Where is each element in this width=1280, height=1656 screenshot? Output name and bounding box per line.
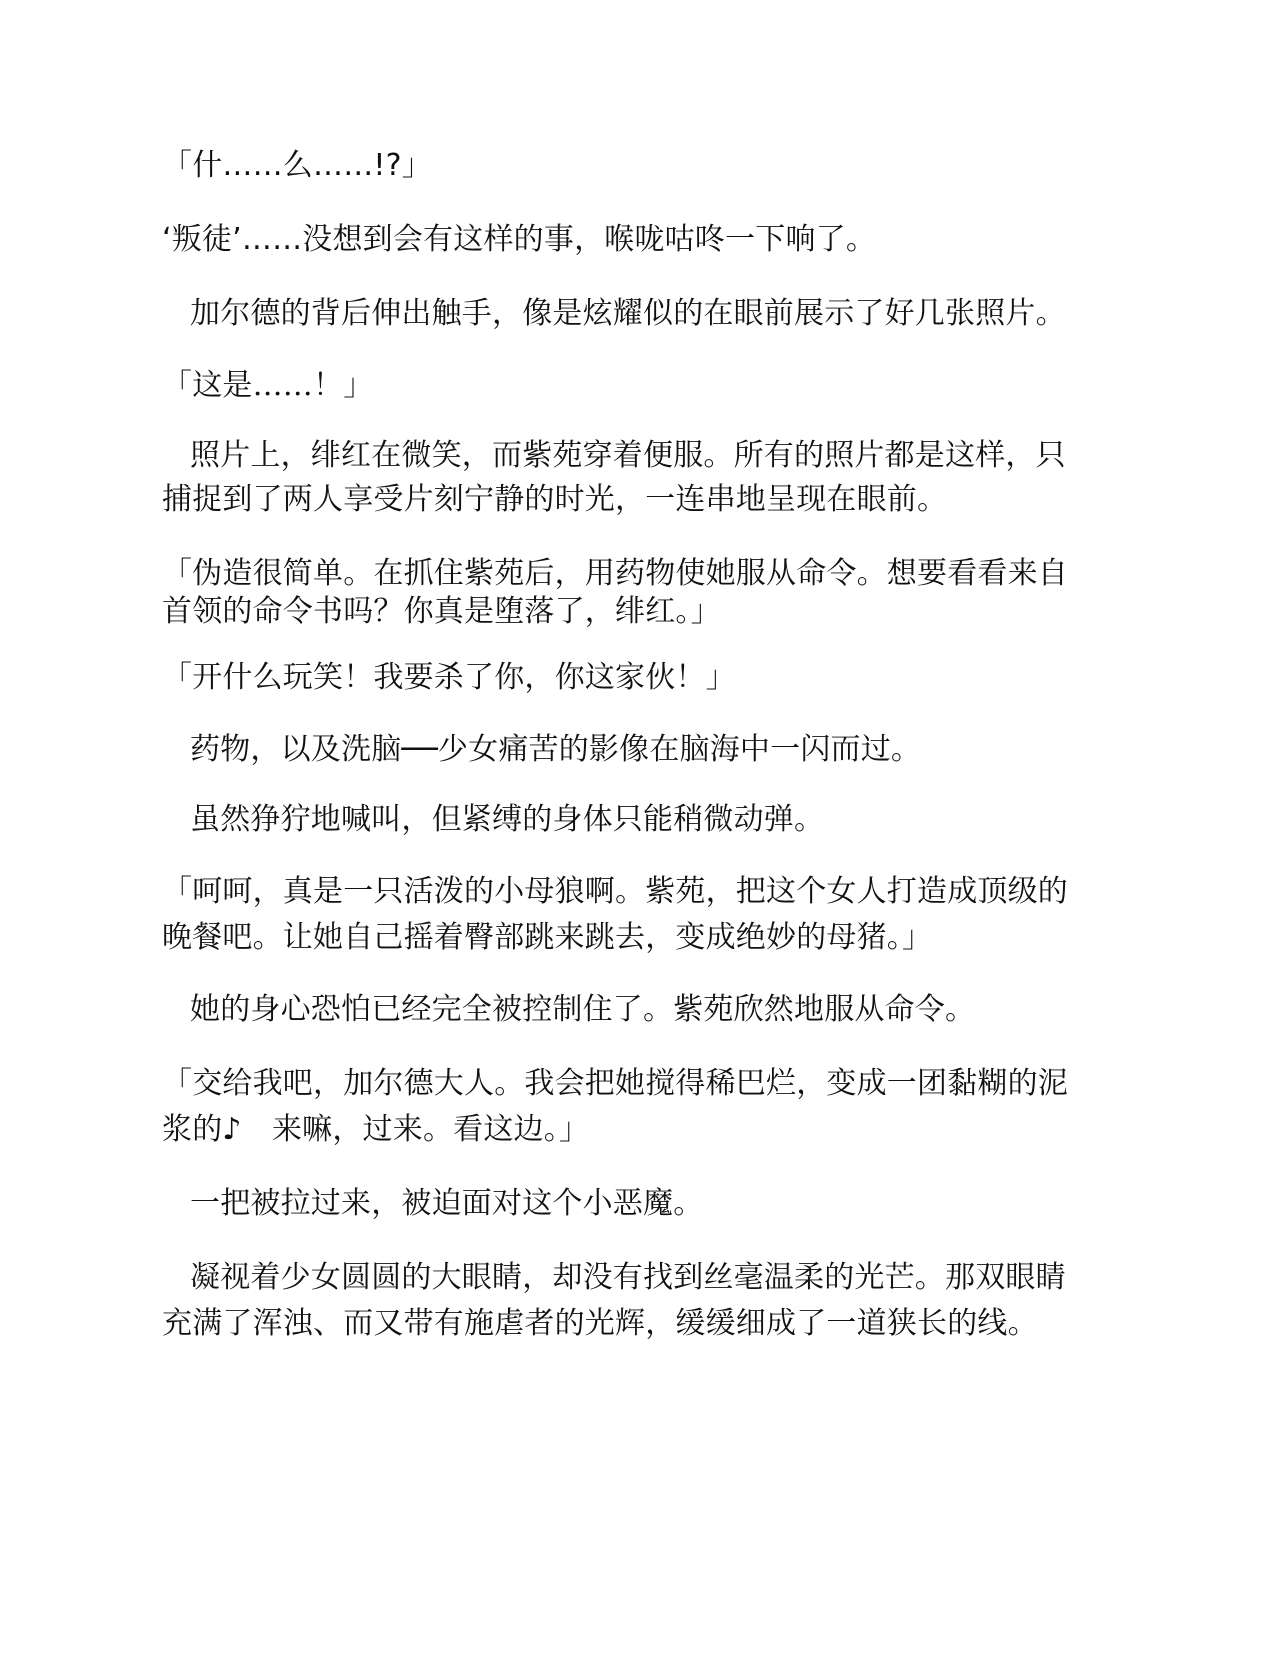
text-line: 她的身心恐怕已经完全被控制住了。紫苑欣然地服从命令。: [190, 992, 976, 1027]
text-line: 凝视着少女圆圆的大眼睛，却没有找到丝毫温柔的光芒。那双眼睛: [190, 1260, 1066, 1295]
text-line: 「交给我吧，加尔德大人。我会把她搅得稀巴烂，变成一团黏糊的泥: [162, 1066, 1068, 1101]
text-line: 虽然狰狞地喊叫，但紧缚的身体只能稍微动弹。: [190, 802, 825, 837]
text-line: 「呵呵，真是一只活泼的小母狼啊。紫苑，把这个女人打造成顶级的: [162, 874, 1068, 909]
text-line: ‘叛徒’……没想到会有这样的事，喉咙咕咚一下响了。: [162, 222, 877, 257]
text-line: 首领的命令书吗？你真是堕落了，绯红。」: [162, 594, 721, 629]
text-line: 药物，以及洗脑──少女痛苦的影像在脑海中一闪而过。: [190, 732, 922, 767]
text-line: 「这是……！」: [162, 368, 374, 403]
text-line: 「什……么……!?」: [162, 148, 432, 183]
text-line: 捕捉到了两人享受片刻宁静的时光，一连串地呈现在眼前。: [162, 482, 948, 517]
text-line: 充满了浑浊、而又带有施虐者的光辉，缓缓细成了一道狭长的线。: [162, 1306, 1038, 1341]
text-line: 一把被拉过来，被迫面对这个小恶魔。: [190, 1186, 704, 1221]
text-line: 照片上，绯红在微笑，而紫苑穿着便服。所有的照片都是这样，只: [190, 438, 1066, 473]
text-line: 加尔德的背后伸出触手，像是炫耀似的在眼前展示了好几张照片。: [190, 296, 1066, 331]
text-line: 浆的♪ 来嘛，过来。看这边。」: [162, 1112, 590, 1147]
text-line: 晚餐吧。让她自己摇着臀部跳来跳去，变成绝妙的母猪。」: [162, 920, 933, 955]
text-line: 「伪造很简单。在抓住紫苑后，用药物使她服从命令。想要看看来自: [162, 556, 1068, 591]
text-line: 「开什么玩笑！我要杀了你，你这家伙！」: [162, 660, 736, 695]
